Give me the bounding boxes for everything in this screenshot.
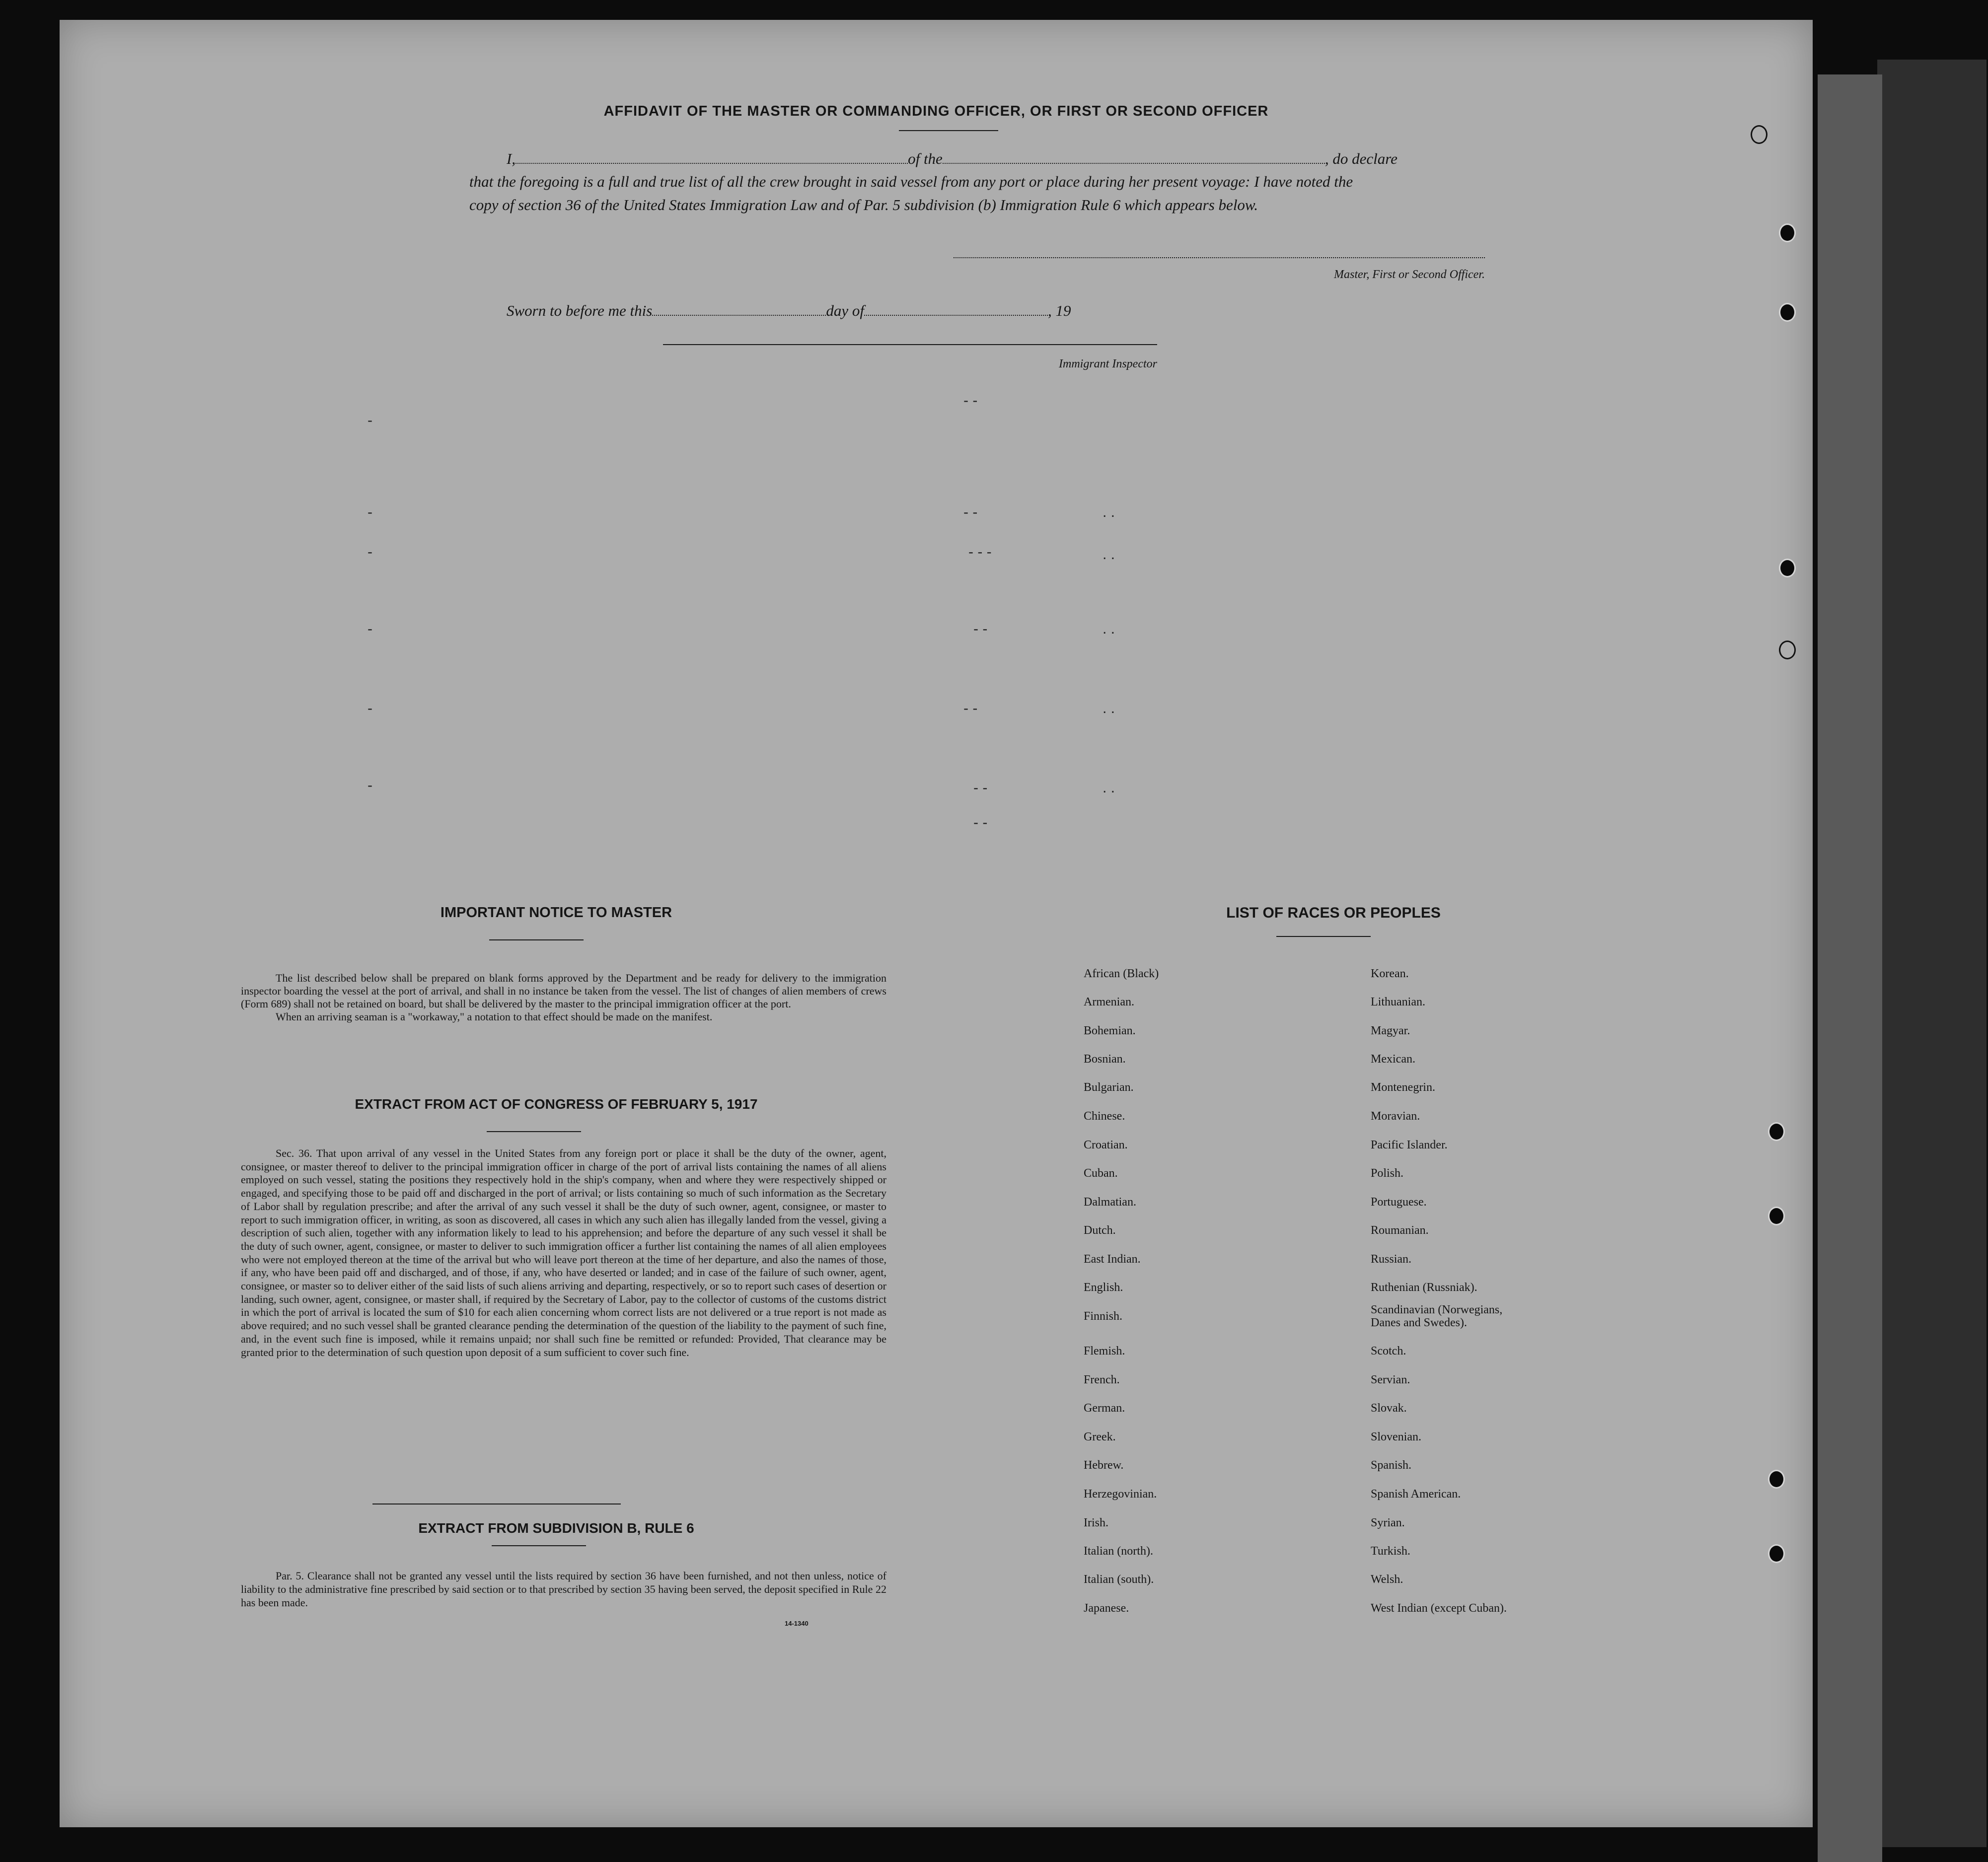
- column-mark: - - -: [968, 544, 992, 560]
- race-item: Bohemian.: [1084, 1024, 1136, 1037]
- background-folder: [1877, 60, 1987, 1847]
- race-item: African (Black): [1084, 967, 1159, 980]
- race-item: Bulgarian.: [1084, 1081, 1134, 1094]
- race-item: Slovenian.: [1371, 1431, 1421, 1443]
- column-mark: . .: [1103, 504, 1115, 520]
- column-mark: -: [368, 504, 372, 520]
- notice-paragraph-1: The list described below shall be prepared on blank forms approved by the Department and be ready for delivery to the immigration inspector boarding the vessel at the port of arrival, and shall in no instance be taken from the vessel. The list of changes of alien members of crews (Form 689) shall not be retained on board, but shall be delivered by the master to the principal immigration officer at the port.: [241, 972, 886, 1010]
- race-item: West Indian (except Cuban).: [1371, 1602, 1507, 1615]
- column-mark: -: [368, 700, 372, 716]
- race-item: Bosnian.: [1084, 1053, 1126, 1066]
- race-item: Dutch.: [1084, 1224, 1116, 1237]
- race-item: Welsh.: [1371, 1573, 1403, 1586]
- binder-hole: [1768, 1122, 1785, 1141]
- race-item: German.: [1084, 1402, 1125, 1415]
- rule-extract-title: EXTRACT FROM SUBDIVISION B, RULE 6: [418, 1520, 694, 1536]
- affidavit-line-2: that the foregoing is a full and true list of all the crew brought in said vessel from any port or place during her present voyage: I have noted the: [469, 173, 1353, 190]
- column-mark: -: [368, 621, 372, 637]
- race-item: Croatian.: [1084, 1139, 1128, 1151]
- affidavit-line-3: copy of section 36 of the United States Immigration Law and of Par. 5 subdivision (b) Immigration Rule 6 which appears below.: [469, 196, 1258, 214]
- name-blank: [515, 161, 908, 164]
- column-mark: - -: [973, 814, 988, 831]
- race-item: French.: [1084, 1373, 1120, 1386]
- race-item: Lithuanian.: [1371, 996, 1425, 1008]
- notice-paragraph-2: When an arriving seaman is a "workaway," a notation to that effect should be made on the manifest.: [276, 1010, 713, 1023]
- binder-hole: [1751, 125, 1767, 144]
- race-item: Italian (south).: [1084, 1573, 1154, 1586]
- race-item: Pacific Islander.: [1371, 1139, 1448, 1151]
- race-item: English.: [1084, 1281, 1123, 1294]
- race-item: Cuban.: [1084, 1167, 1118, 1180]
- act-extract-title: EXTRACT FROM ACT OF CONGRESS OF FEBRUARY 5, 1917: [355, 1096, 758, 1112]
- rule-extract-body: [241, 1569, 886, 1609]
- binder-hole: [1779, 303, 1796, 322]
- binder-hole: [1768, 1207, 1785, 1225]
- column-mark: - -: [973, 621, 988, 637]
- race-item: Magyar.: [1371, 1024, 1410, 1037]
- race-item: Irish.: [1084, 1516, 1108, 1529]
- column-mark: . .: [1103, 621, 1115, 637]
- race-item: Ruthenian (Russniak).: [1371, 1281, 1477, 1294]
- affidavit-title: AFFIDAVIT OF THE MASTER OR COMMANDING OFFICER, OR FIRST OR SECOND OFFICER: [603, 103, 1269, 119]
- sworn-text: Sworn to before me this: [507, 302, 653, 319]
- binder-hole: [1779, 559, 1796, 577]
- column-mark: -: [368, 412, 372, 429]
- underlying-page-edge: [1818, 74, 1882, 1862]
- race-item: Greek.: [1084, 1431, 1116, 1443]
- year-text: , 19: [1047, 302, 1071, 319]
- notice-body: [241, 972, 886, 1023]
- race-item: Hebrew.: [1084, 1459, 1124, 1472]
- column-mark: . .: [1103, 700, 1115, 716]
- race-item: Roumanian.: [1371, 1224, 1429, 1237]
- column-mark: - -: [973, 780, 988, 796]
- column-mark: -: [368, 777, 372, 793]
- race-item: Armenian.: [1084, 996, 1134, 1008]
- race-item: Dalmatian.: [1084, 1196, 1136, 1209]
- affidavit-i: I,: [507, 150, 516, 167]
- affidavit-of-the: of the: [908, 150, 943, 167]
- title-rule: [899, 130, 998, 131]
- race-item: Polish.: [1371, 1167, 1404, 1180]
- race-item: Syrian.: [1371, 1516, 1405, 1529]
- race-item: Turkish.: [1371, 1545, 1410, 1558]
- race-item: Flemish.: [1084, 1345, 1125, 1358]
- notice-rule: [489, 939, 584, 940]
- affidavit-declare: , do declare: [1325, 150, 1398, 167]
- affidavit-line-1: [507, 150, 1540, 168]
- day-of-text: day of: [826, 302, 864, 319]
- column-mark: . .: [1103, 546, 1115, 563]
- act-extract-rule: [487, 1131, 581, 1132]
- month-blank: [864, 313, 1048, 316]
- column-mark: -: [368, 544, 372, 560]
- race-item: Montenegrin.: [1371, 1081, 1435, 1094]
- section-36-text: Sec. 36. That upon arrival of any vessel in the United States from any foreign port or place it shall be the duty of the owner, agent, consignee, or master thereof to deliver to the principal immigration officer in charge of the port of arrival lists containing the names of all aliens employed on such vessel, stating the positions they respectively hold in the ship's company, when and where they were respectively shipped or engaged, and specifying those to be paid off and discharged in the port of arrival; or lists containing so much of such information as the Secretary of Labor shall by regulation prescribe; and after the arrival of any such vessel it shall be the duty of such owner, agent, consignee, or master to report to such immigration officer, in writing, as soon as discovered, all cases in which any such alien has illegally landed from the vessel, giving a description of such alien, together with any information likely to lead to his apprehension; and before the departure of any such vessel it shall be the duty of such owner, agent, consignee, or master to deliver to such immigration officer a further list containing the names of all alien employees who were not employed thereon at the time of the arrival but who will leave port thereon at the time of her departure, and also the names of those, if any, who have been paid off and discharged, and of those, if any, who have deserted or landed; and in case of the failure of such owner, agent, consignee, or master so to deliver either of the said lists of such aliens arriving and departing, respectively, or so to report such cases of desertion or landing, such owner, agent, consignee, or master shall, if required by the Secretary of Labor, pay to the collector of customs of the customs district in which the port of arrival is located the sum of $10 for each alien concerning whom correct lists are not delivered or a true report is not made as above required; and no such vessel shall be granted clearance pending the determination of the question of the liability to the payment of such fine, and, in the event such fine is imposed, while it remains unpaid; nor shall such fine be remitted or refunded: Provided, That clearance may be granted prior to the determination of such question upon deposit of a sum sufficient to cover such fine.: [241, 1147, 886, 1359]
- column-mark: - -: [963, 392, 978, 409]
- race-item: Japanese.: [1084, 1602, 1129, 1615]
- master-signature-caption: Master, First or Second Officer.: [1334, 268, 1485, 281]
- race-item: Spanish.: [1371, 1459, 1412, 1472]
- race-item: Spanish American.: [1371, 1488, 1461, 1501]
- manifest-page: [60, 20, 1813, 1827]
- day-blank: [652, 313, 826, 316]
- race-item: Scandinavian (Norwegians, Danes and Swedes).: [1371, 1303, 1503, 1329]
- inspector-signature-line: [663, 344, 1157, 345]
- vessel-blank: [943, 161, 1325, 164]
- binder-hole: [1779, 223, 1796, 242]
- binder-hole: [1768, 1470, 1785, 1489]
- race-item: Scotch.: [1371, 1345, 1406, 1358]
- race-item: Mexican.: [1371, 1053, 1415, 1066]
- race-item: East Indian.: [1084, 1253, 1141, 1266]
- binder-hole: [1768, 1544, 1785, 1563]
- race-item: Finnish.: [1084, 1310, 1123, 1323]
- sworn-line: [507, 302, 1071, 320]
- form-number: 14-1340: [785, 1620, 809, 1627]
- race-item: Slovak.: [1371, 1402, 1407, 1415]
- master-signature-line: [954, 257, 1485, 258]
- race-item: Servian.: [1371, 1373, 1410, 1386]
- race-item: Herzegovinian.: [1084, 1488, 1157, 1501]
- binder-hole: [1779, 641, 1796, 659]
- race-item: Portuguese.: [1371, 1196, 1427, 1209]
- column-mark: . .: [1103, 780, 1115, 796]
- par-5-text: Par. 5. Clearance shall not be granted any vessel until the lists required by section 36 have been furnished, and not then unless, notice of liability to the administrative fine prescribed by said section or to that prescribed by section 35 having been served, the deposit specified in Rule 22 has been made.: [241, 1570, 886, 1609]
- act-extract-body: [241, 1147, 886, 1359]
- inspector-caption: Immigrant Inspector: [1059, 358, 1157, 370]
- race-item: Korean.: [1371, 967, 1409, 980]
- notice-title: IMPORTANT NOTICE TO MASTER: [440, 905, 672, 921]
- race-item: Russian.: [1371, 1253, 1412, 1266]
- races-title: LIST OF RACES OR PEOPLES: [1226, 905, 1441, 921]
- race-item: Chinese.: [1084, 1110, 1125, 1123]
- races-rule: [1276, 936, 1371, 937]
- race-item: Moravian.: [1371, 1110, 1420, 1123]
- column-mark: - -: [963, 504, 978, 520]
- race-item: Italian (north).: [1084, 1545, 1153, 1558]
- rule-extract-rule: [492, 1545, 586, 1546]
- column-mark: - -: [963, 700, 978, 716]
